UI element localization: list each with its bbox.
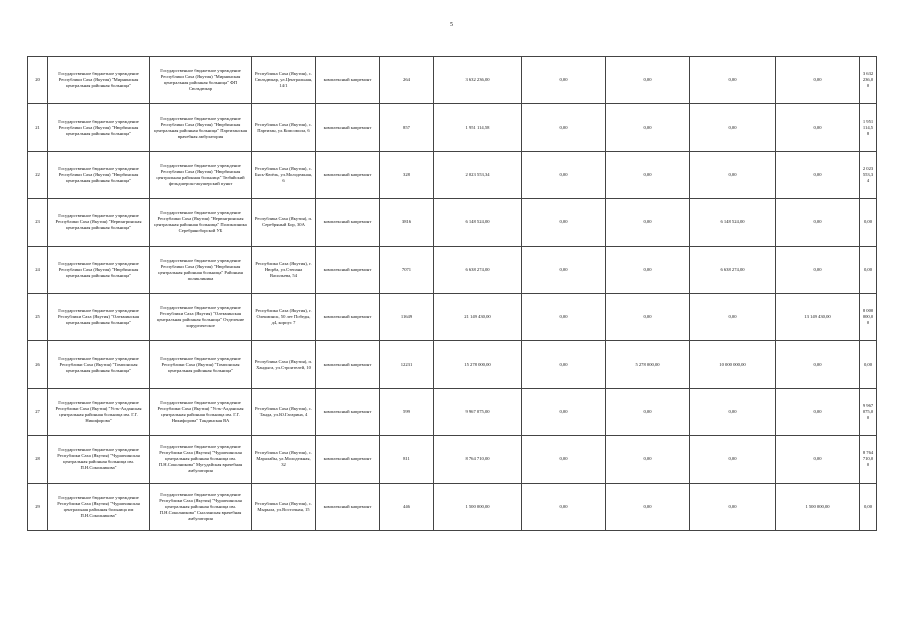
area-cell: 857 <box>380 104 434 151</box>
funding-year-1-cell: 0,00 <box>522 293 606 340</box>
address-cell: Республика Саха (Якутия), п. Серебряный Бор, 30А <box>252 199 316 246</box>
funding-year-3-cell: 6 148 524,00 <box>690 199 776 246</box>
funding-year-1-cell: 0,00 <box>522 388 606 435</box>
address-cell: Республика Саха (Якутия), с. Бясь-Кюёль, ул.Молодежная, 6 <box>252 151 316 198</box>
funding-year-5-cell: 0,00 <box>860 199 877 246</box>
funding-year-4-cell: 13 149 430,00 <box>776 293 860 340</box>
funding-year-4-cell: 0,00 <box>776 57 860 104</box>
funding-year-5-cell: 3 632 236,00 <box>860 57 877 104</box>
funding-year-1-cell: 0,00 <box>522 151 606 198</box>
row-number-cell: 20 <box>28 57 48 104</box>
area-cell: 3816 <box>380 199 434 246</box>
funding-year-5-cell: 0,00 <box>860 246 877 293</box>
facility-cell: Государственное бюджетное учреждение Республики Саха (Якутия) "Усть-Алданская центральная районная больница им. Г.Г. Никифорова" Тандинская ВА <box>150 388 252 435</box>
total-cost-cell: 15 278 000,00 <box>434 341 522 388</box>
work-type-cell: комплексный капремонт <box>316 388 380 435</box>
funding-year-3-cell: 0,00 <box>690 57 776 104</box>
organization-cell: Государственное бюджетное учреждение Республики Саха (Якутия) "Томпонская центральная районная больница" <box>48 341 150 388</box>
table-row <box>28 341 877 388</box>
table-row <box>28 246 877 293</box>
organization-cell: Государственное бюджетное учреждение Республики Саха (Якутия) "Чурапчинская центральная районная больница им. П.Н.Соколникова" <box>48 436 150 483</box>
work-type-cell: комплексный капремонт <box>316 199 380 246</box>
total-cost-cell: 6 638 274,00 <box>434 246 522 293</box>
total-cost-cell: 6 148 524,00 <box>434 199 522 246</box>
row-number-cell: 28 <box>28 436 48 483</box>
funding-year-1-cell: 0,00 <box>522 436 606 483</box>
facility-cell: Государственное бюджетное учреждение Республики Саха (Якутия) "Нюрбинская центральная районная больница" Районная поликлиника <box>150 246 252 293</box>
work-type-cell: комплексный капремонт <box>316 57 380 104</box>
funding-year-3-cell: 0,00 <box>690 388 776 435</box>
funding-year-1-cell: 0,00 <box>522 104 606 151</box>
area-cell: 446 <box>380 483 434 530</box>
organization-cell: Государственное бюджетное учреждение Республики Саха (Якутия) "Нюрбинская центральная районная больница" <box>48 151 150 198</box>
row-number-cell: 26 <box>28 341 48 388</box>
funding-year-5-cell: 8 000 000,00 <box>860 293 877 340</box>
row-number-cell: 24 <box>28 246 48 293</box>
funding-year-2-cell: 0,00 <box>606 151 690 198</box>
address-cell: Республика Саха (Якутия), с. Сюльдюкар, ул.Центральная, 14/1 <box>252 57 316 104</box>
funding-year-4-cell: 0,00 <box>776 199 860 246</box>
funding-year-2-cell: 0,00 <box>606 104 690 151</box>
address-cell: Республика Саха (Якутия), п. Хандыга, ул.Строителей, 10 <box>252 341 316 388</box>
facility-cell: Государственное бюджетное учреждение Республики Саха (Якутия) "Нюрбинская центральная районная больница" Партизанская врачебная амбулатория <box>150 104 252 151</box>
funding-year-4-cell: 0,00 <box>776 246 860 293</box>
work-type-cell: комплексный капремонт <box>316 293 380 340</box>
funding-year-3-cell: 0,00 <box>690 293 776 340</box>
funding-year-4-cell: 0,00 <box>776 341 860 388</box>
funding-year-1-cell: 0,00 <box>522 483 606 530</box>
row-number-cell: 25 <box>28 293 48 340</box>
facility-cell: Государственное бюджетное учреждение Республики Саха (Якутия) "Нюрбинская центральная районная больница" Тюбяйский фельдшерско-акушерский пункт <box>150 151 252 198</box>
funding-year-2-cell: 0,00 <box>606 293 690 340</box>
row-number-cell: 23 <box>28 199 48 246</box>
funding-year-5-cell: 9 967 075,00 <box>860 388 877 435</box>
funding-year-3-cell: 0,00 <box>690 151 776 198</box>
area-cell: 264 <box>380 57 434 104</box>
work-type-cell: комплексный капремонт <box>316 104 380 151</box>
address-cell: Республика Саха (Якутия), г. Нюрба, ул.Степана Васильева, 54 <box>252 246 316 293</box>
row-number-cell: 22 <box>28 151 48 198</box>
funding-year-2-cell: 0,00 <box>606 57 690 104</box>
area-cell: 328 <box>380 151 434 198</box>
work-type-cell: комплексный капремонт <box>316 483 380 530</box>
table-row <box>28 483 877 530</box>
table-row <box>28 199 877 246</box>
address-cell: Республика Саха (Якутия), с. Маралайы, ул.Молодежная, 32 <box>252 436 316 483</box>
page-number: 5 <box>450 22 453 28</box>
organization-cell: Государственное бюджетное учреждение Республики Саха (Якутия) "Мирнинская центральная районная больница" <box>48 57 150 104</box>
table-row <box>28 57 877 104</box>
total-cost-cell: 21 149 430,00 <box>434 293 522 340</box>
funding-year-5-cell: 2 023 553,34 <box>860 151 877 198</box>
total-cost-cell: 3 632 236,00 <box>434 57 522 104</box>
organization-cell: Государственное бюджетное учреждение Республики Саха (Якутия) "Чурапчинская центральная районная больница им П.Н.Соколникова" <box>48 483 150 530</box>
organization-cell: Государственное бюджетное учреждение Республики Саха (Якутия) "Нюрбинская центральная районная больница" <box>48 246 150 293</box>
facility-cell: Государственное бюджетное учреждение Республики Саха (Якутия) "Чурапчинская центральная районная больница им. П.Н.Соколникова" Сылланская врачебная амбулатория <box>150 483 252 530</box>
funding-year-3-cell: 0,00 <box>690 104 776 151</box>
address-cell: Республика Саха (Якутия), с. Мырыла, ул.Восточная, 15 <box>252 483 316 530</box>
address-cell: Республика Саха (Якутия), с. Партизан, ул.Комсомола, 6 <box>252 104 316 151</box>
funding-year-2-cell: 0,00 <box>606 436 690 483</box>
table-row <box>28 151 877 198</box>
total-cost-cell: 1 951 114,58 <box>434 104 522 151</box>
facility-cell: Государственное бюджетное учреждение Республики Саха (Якутия) "Томпонская центральная районная больница" <box>150 341 252 388</box>
funding-year-3-cell: 0,00 <box>690 483 776 530</box>
table-row <box>28 436 877 483</box>
funding-year-5-cell: 0,00 <box>860 483 877 530</box>
table-row <box>28 293 877 340</box>
table-row <box>28 388 877 435</box>
work-type-cell: комплексный капремонт <box>316 151 380 198</box>
funding-year-4-cell: 0,00 <box>776 151 860 198</box>
facility-cell: Государственное бюджетное учреждение Республики Саха (Якутия) "Мирнинская центральная районная больница" ФП Сюльдюкар <box>150 57 252 104</box>
funding-year-4-cell: 1 500 000,00 <box>776 483 860 530</box>
funding-year-1-cell: 0,00 <box>522 199 606 246</box>
funding-year-3-cell: 6 638 274,00 <box>690 246 776 293</box>
organization-cell: Государственное бюджетное учреждение Республики Саха (Якутия) "Нюрбинская центральная районная больница" <box>48 104 150 151</box>
address-cell: Республика Саха (Якутия), г. Олекминск, 50 лет Победы, д4, корпус 7 <box>252 293 316 340</box>
facility-cell: Государственное бюджетное учреждение Республики Саха (Якутия) "Чурапчинская центральная районная больница им. П.Н.Соколникова" Мугудайская врачебная амбулатория <box>150 436 252 483</box>
area-cell: 811 <box>380 436 434 483</box>
funding-year-3-cell: 0,00 <box>690 436 776 483</box>
total-cost-cell: 8 764 710,00 <box>434 436 522 483</box>
row-number-cell: 21 <box>28 104 48 151</box>
funding-year-4-cell: 0,00 <box>776 388 860 435</box>
area-cell: 11649 <box>380 293 434 340</box>
work-type-cell: комплексный капремонт <box>316 246 380 293</box>
funding-year-2-cell: 0,00 <box>606 388 690 435</box>
organization-cell: Государственное бюджетное учреждение Республики Саха (Якутия) "Усть-Алданская центральная районная больница им. Г.Г. Никифорова" <box>48 388 150 435</box>
funding-year-5-cell: 0,00 <box>860 341 877 388</box>
capital-repair-table <box>27 56 877 531</box>
funding-year-2-cell: 0,00 <box>606 483 690 530</box>
table-row <box>28 104 877 151</box>
funding-year-5-cell: 8 764 710,00 <box>860 436 877 483</box>
funding-year-5-cell: 1 951 114,58 <box>860 104 877 151</box>
address-cell: Республика Саха (Якутия), с. Танда, ул.Ю.Гагарина, 4 <box>252 388 316 435</box>
total-cost-cell: 9 967 075,00 <box>434 388 522 435</box>
funding-year-1-cell: 0,00 <box>522 57 606 104</box>
row-number-cell: 27 <box>28 388 48 435</box>
area-cell: 599 <box>380 388 434 435</box>
row-number-cell: 29 <box>28 483 48 530</box>
facility-cell: Государственное бюджетное учреждение Республики Саха (Якутия) "Олекминская центральная районная больница" Отделение хирургическое <box>150 293 252 340</box>
area-cell: 12231 <box>380 341 434 388</box>
total-cost-cell: 2 023 553,34 <box>434 151 522 198</box>
work-type-cell: комплексный капремонт <box>316 341 380 388</box>
funding-year-2-cell: 0,00 <box>606 199 690 246</box>
total-cost-cell: 1 500 000,00 <box>434 483 522 530</box>
organization-cell: Государственное бюджетное учреждение Республики Саха (Якутия) "Нерюнгринская центральная районная больница" <box>48 199 150 246</box>
area-cell: 7071 <box>380 246 434 293</box>
funding-year-2-cell: 0,00 <box>606 246 690 293</box>
work-type-cell: комплексный капремонт <box>316 436 380 483</box>
organization-cell: Государственное бюджетное учреждение Республики Саха (Якутия) "Олекминская центральная районная больница" <box>48 293 150 340</box>
funding-year-4-cell: 0,00 <box>776 436 860 483</box>
funding-year-2-cell: 5 278 000,00 <box>606 341 690 388</box>
funding-year-3-cell: 10 000 000,00 <box>690 341 776 388</box>
funding-year-1-cell: 0,00 <box>522 341 606 388</box>
facility-cell: Государственное бюджетное учреждение Республики Саха (Якутия) "Нерюнгринская центральная районная больница" Поликлиника Серебряноборской УБ <box>150 199 252 246</box>
funding-year-1-cell: 0,00 <box>522 246 606 293</box>
funding-year-4-cell: 0,00 <box>776 104 860 151</box>
